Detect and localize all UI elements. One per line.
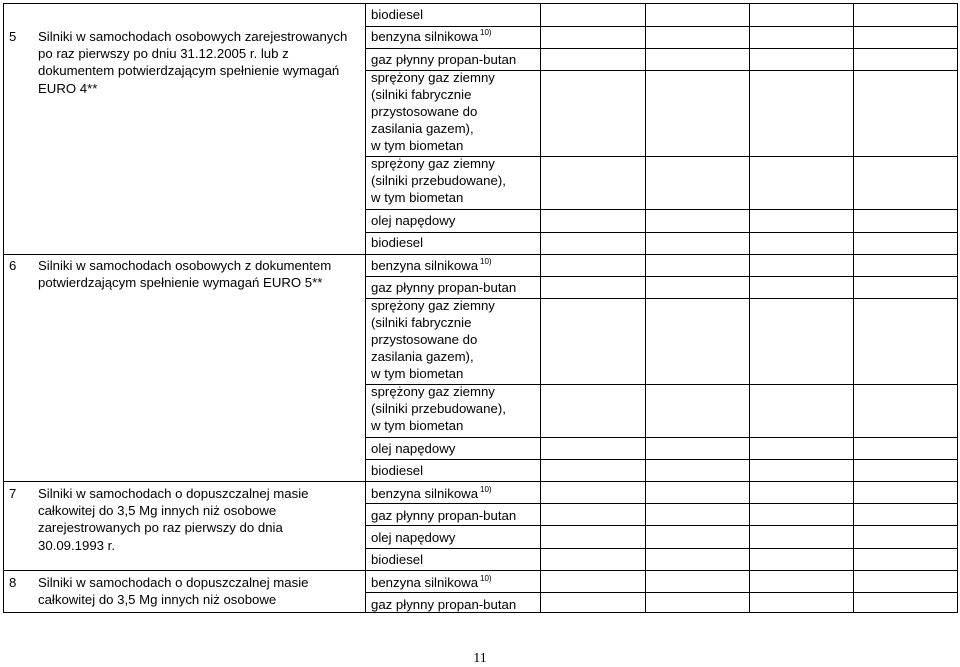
row-6-fuel-cng-2-line3: w tym biometan	[371, 418, 464, 433]
footnote-mark: 10)	[480, 485, 492, 494]
row-7-fuel-biodiesel: biodiesel	[371, 552, 424, 567]
row-6-fuel-biodiesel: biodiesel	[371, 463, 424, 478]
row-6-fuel-cng-1-line4: zasilania gazem),	[371, 349, 474, 364]
row-line	[365, 232, 958, 233]
row-5-number: 5	[9, 29, 17, 44]
row-6-fuel-cng-1-line3: przystosowane do	[371, 332, 478, 347]
row-6-fuel-cng-1: sprężony gaz ziemny	[371, 298, 495, 313]
row-5-fuel-cng-1-line4: zasilania gazem),	[371, 121, 474, 136]
row-5-description: Silniki w samochodach osobowych zarejestrowanych po raz pierwszy po dniu 31.12.2005 r. lub z dokumentem potwierdzającym spełnienie wymagań EURO 4**	[38, 29, 348, 96]
row-5-fuel-benzyna: benzyna silnikowa $^{10)}$	[371, 28, 492, 44]
row-6-fuel-cng-1-line5: w tym biometan	[371, 366, 464, 381]
row-5-fuel-cng-1: sprężony gaz ziemny	[371, 70, 495, 85]
row-5-fuel-cng-2-line2: (silniki przebudowane),	[371, 173, 506, 188]
row-7-fuel-lpg: gaz płynny propan-butan	[371, 508, 517, 523]
row-5-fuel-cng-1-line3: przystosowane do	[371, 104, 478, 119]
col-divider-3	[645, 3, 646, 613]
row-line	[365, 525, 958, 526]
row-7-fuel-benzyna: benzyna silnikowa $^{10)}$	[371, 485, 492, 501]
row-5-fuel-lpg: gaz płynny propan-butan	[371, 52, 517, 67]
page-number: 11	[473, 651, 487, 666]
row-line	[365, 437, 958, 438]
table-top-border	[3, 3, 958, 4]
row-6-fuel-diesel: olej napędowy	[371, 441, 456, 456]
row-6-fuel-lpg: gaz płynny propan-butan	[371, 280, 517, 295]
row-7-description: Silniki w samochodach o dopuszczalnej masie całkowitej do 3,5 Mg innych niż osobowe zarejestrowanych po raz pierwszy do dnia 30.09.1993 r.	[38, 486, 309, 553]
row-separator	[3, 481, 958, 482]
table-left-border	[3, 3, 4, 613]
row-8-fuel-benzyna: benzyna silnikowa $^{10)}$	[371, 574, 492, 590]
row-5-fuel-cng-2-line3: w tym biometan	[371, 190, 464, 205]
row-line	[365, 592, 958, 593]
col-divider-4	[749, 3, 750, 613]
row-6-fuel-cng-2: sprężony gaz ziemny	[371, 384, 495, 399]
row-5-fuel-cng-2: sprężony gaz ziemny	[371, 156, 495, 171]
row-8-fuel-lpg: gaz płynny propan-butan	[371, 597, 517, 612]
row-separator	[3, 570, 958, 571]
col-divider-1	[365, 3, 366, 613]
row-8-description: Silniki w samochodach o dopuszczalnej masie całkowitej do 3,5 Mg innych niż osobowe	[38, 575, 309, 608]
row-6-fuel-benzyna: benzyna silnikowa $^{10)}$	[371, 257, 492, 273]
row-7-number: 7	[9, 486, 17, 501]
row-separator	[3, 254, 958, 255]
row-line	[365, 276, 958, 277]
row-5-fuel-cng-1-line5: w tym biometan	[371, 138, 464, 153]
row-5-fuel-cng-1-line2: (silniki fabrycznie	[371, 87, 472, 102]
row-6-number: 6	[9, 258, 17, 273]
row-6-description: Silniki w samochodach osobowych z dokumentem potwierdzającym spełnienie wymagań EURO 5**	[38, 258, 332, 291]
row-line	[365, 209, 958, 210]
row-6-fuel-cng-2-line2: (silniki przebudowane),	[371, 401, 506, 416]
row-5-fuel-diesel: olej napędowy	[371, 213, 456, 228]
row-line	[365, 503, 958, 504]
row-8-number: 8	[9, 575, 17, 590]
footnote-mark: 10)	[480, 257, 492, 266]
row-line	[365, 459, 958, 460]
fuel-biodiesel-top: biodiesel	[371, 7, 424, 22]
row-line	[365, 548, 958, 549]
row-line	[365, 26, 958, 27]
row-7-fuel-diesel: olej napędowy	[371, 530, 456, 545]
col-divider-5	[853, 3, 854, 613]
row-line	[365, 48, 958, 49]
row-5-fuel-biodiesel: biodiesel	[371, 235, 424, 250]
footnote-mark: 10)	[480, 28, 492, 37]
col-divider-2	[540, 3, 541, 613]
table-right-border	[957, 3, 958, 613]
row-6-fuel-cng-1-line2: (silniki fabrycznie	[371, 315, 472, 330]
footnote-mark: 10)	[480, 574, 492, 583]
